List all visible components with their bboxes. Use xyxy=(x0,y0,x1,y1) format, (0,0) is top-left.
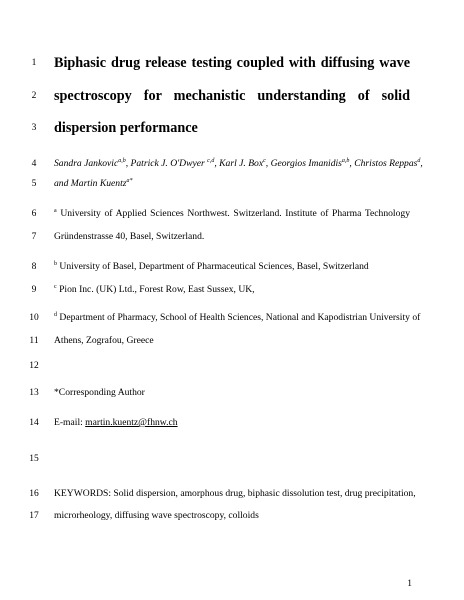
affiliation-marker: a* xyxy=(126,178,133,184)
line-5 xyxy=(0,175,464,193)
author-name: Christos Reppas xyxy=(354,158,418,169)
author-name: Georgios Imanidis xyxy=(270,158,342,169)
line-2 xyxy=(0,87,464,105)
line-13 xyxy=(0,384,464,402)
affiliation-marker: c xyxy=(54,284,57,290)
line-number: 5 xyxy=(31,179,37,189)
affiliation-marker: d xyxy=(54,312,57,318)
author-name: Karl J. Box xyxy=(219,158,264,169)
affiliation-marker: d xyxy=(417,158,421,164)
line-number: 15 xyxy=(29,454,39,464)
line-12 xyxy=(0,357,464,375)
line-15 xyxy=(0,450,464,468)
line-number: 16 xyxy=(29,489,39,499)
affiliation-marker: a xyxy=(54,208,57,214)
line-number: 17 xyxy=(29,511,39,521)
affiliation-marker: a,b xyxy=(118,158,126,164)
line-number: 3 xyxy=(31,123,37,133)
author-separator: , xyxy=(214,158,220,169)
author-list xyxy=(54,175,410,193)
author-list xyxy=(54,155,423,173)
affiliation-marker: b xyxy=(54,261,57,267)
email-link[interactable]: martin.kuentz@fhnw.ch xyxy=(85,417,178,428)
line-6 xyxy=(0,205,464,223)
corresponding-author-label: *Corresponding Author xyxy=(54,387,145,398)
page-number: 1 xyxy=(407,579,412,589)
line-10 xyxy=(0,309,464,327)
affiliation-marker: c xyxy=(263,158,266,164)
affiliation-d xyxy=(54,309,421,327)
affiliation-text: Athens, Zografou, Greece xyxy=(54,335,154,346)
affiliation-text: Pion Inc. (UK) Ltd., Forest Row, East Sussex, UK, xyxy=(56,284,255,295)
affiliation-marker: c,d xyxy=(207,158,215,164)
author-separator: , xyxy=(349,158,355,169)
line-1 xyxy=(0,54,464,72)
affiliation-text: Gründenstrasse 40, Basel, Switzerland. xyxy=(54,231,205,242)
author-separator: , xyxy=(265,158,271,169)
line-number: 1 xyxy=(31,58,37,68)
line-number: 12 xyxy=(29,361,39,371)
line-number: 2 xyxy=(31,91,37,101)
affiliation-text: Department of Pharmacy, School of Health Sciences, National and Kapodistrian University of xyxy=(57,312,421,323)
paper-title-line: spectroscopy for mechanistic understanding of solid xyxy=(54,88,410,104)
author-separator: , xyxy=(125,158,131,169)
line-11 xyxy=(0,332,464,350)
email-line xyxy=(54,414,410,432)
affiliation-text: University of Applied Sciences Northwest. Switzerland. Institute of Pharma Technology xyxy=(56,208,410,219)
line-number: 8 xyxy=(31,262,37,272)
keywords-line: KEYWORDS: Solid dispersion, amorphous drug, biphasic dissolution test, drug precipitation, xyxy=(54,488,416,499)
line-number: 13 xyxy=(29,388,39,398)
author-separator: , xyxy=(420,158,423,169)
paper-title-line: Biphasic drug release testing coupled with diffusing wave xyxy=(54,55,410,71)
line-number: 4 xyxy=(31,159,37,169)
keywords-line: microrheology, diffusing wave spectroscopy, colloids xyxy=(54,510,259,521)
affiliation-c xyxy=(54,281,410,299)
author-name: Patrick J. O'Dwyer xyxy=(130,158,208,169)
affiliation-a xyxy=(54,205,410,223)
line-4 xyxy=(0,155,464,173)
line-number: 9 xyxy=(31,285,37,295)
line-14 xyxy=(0,414,464,432)
line-number: 14 xyxy=(29,418,39,428)
email-label: E-mail: xyxy=(54,417,86,428)
author-name: and Martin Kuentz xyxy=(54,178,127,189)
author-name: Sandra Jankovic xyxy=(54,158,119,169)
line-number: 7 xyxy=(31,232,37,242)
line-number: 6 xyxy=(31,209,37,219)
line-8 xyxy=(0,258,464,276)
line-17 xyxy=(0,507,464,525)
line-3 xyxy=(0,119,464,137)
line-7 xyxy=(0,228,464,246)
line-number: 11 xyxy=(29,336,39,346)
affiliation-b xyxy=(54,258,410,276)
line-16 xyxy=(0,485,464,503)
affiliation-text: University of Basel, Department of Pharmaceutical Sciences, Basel, Switzerland xyxy=(57,261,369,272)
line-number: 10 xyxy=(29,313,39,323)
paper-title-line: dispersion performance xyxy=(54,120,198,136)
affiliation-marker: a,b xyxy=(341,158,350,164)
line-9 xyxy=(0,281,464,299)
